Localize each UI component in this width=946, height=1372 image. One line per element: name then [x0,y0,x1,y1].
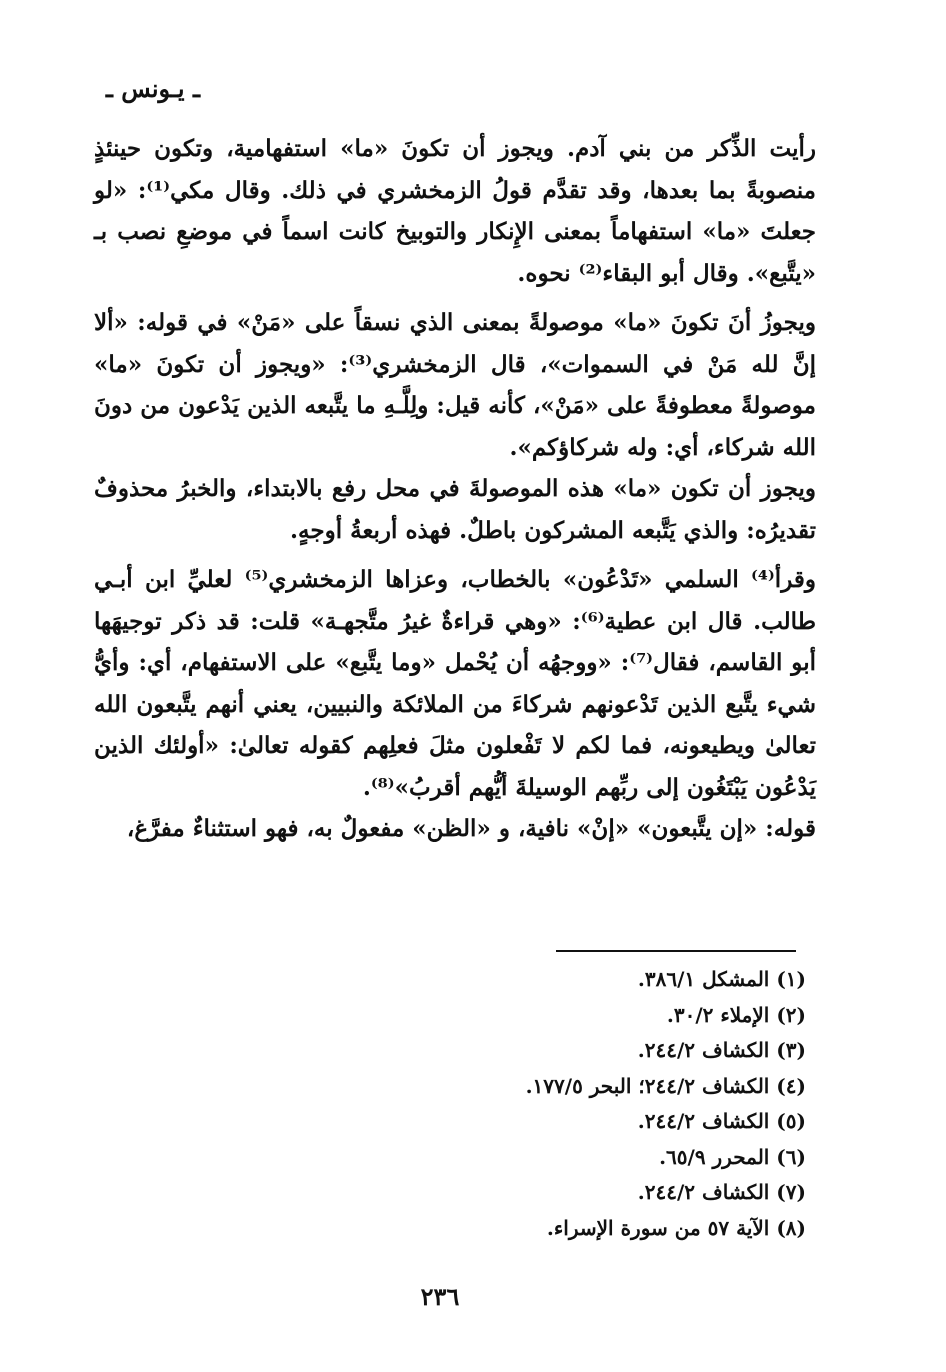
footnote: (٥) الكشاف ٢٤٤/٢. [637,1109,806,1133]
main-text [94,128,816,850]
footnote: (١) المشكل ٣٨٦/١. [637,967,806,991]
paragraph: وقرأ⁽⁴⁾ السلمي «تَدْعُون» بالخطاب، وعزاها الزمخشري⁽⁵⁾ لعليِّ ابن أبـي طالب. قال ابن عطية⁽⁶⁾: «وهي قراءةٌ غيرُ متَّجهـة» قلت: قد ذكر توجيهَها أبو القاسم، فقال⁽⁷⁾: «ووجهُه أن يُحْمل «وما يتَّبع» على الاستفهام، أي: وأيُّ شيء يتَّبع الذين تَدْعونهم شركاءَ من الملائكة والنبيين، يعني أنهم يتَّبعون الله تعالىٰ ويطيعونه، فما لكم لا تَفْعلون مثلَ فعلِهم كقوله تعالىٰ: «أولئك الذين يَدْعُون يَبْتَغُون إلى ربِّهم الوسيلةَ أيُّهم أقربُ»⁽⁸⁾. [94,566,816,801]
footnote: (٤) الكشاف ٢٤٤/٢؛ البحر ١٧٧/٥. [525,1073,806,1098]
footnote-separator [556,950,796,952]
paragraph: قوله: «إن يتَّبعون» «إنْ» نافية، و «الظن» مفعولٌ به، فهو استثناءٌ مفرَّغ، [126,815,816,842]
footnote: (٢) الإملاء ٣٠/٢. [666,1002,806,1027]
footnote: (٧) الكشاف ٢٤٤/٢. [637,1180,806,1204]
paragraph: ويجوزُ أنَ تكونَ «ما» موصولةً بمعنى الذي نسقاً على «مَنْ» في قوله: «ألا إنَّ لله مَنْ في السموات»، قال الزمخشري⁽³⁾: «ويجوز أن تكونَ «ما» موصولةً معطوفةً على «مَنْ»، كأنه قيل: ولِلَّـهِ ما يتَّبعه الذين يَدْعون من دونَ الله شركاء، أي: وله شركاؤكم». [94,309,816,461]
running-header: ـ يـونس ـ [105,74,200,103]
paragraph: ويجوز أن تكون «ما» هذه الموصولةَ في محل رفع بالابتداء، والخبرُ محذوفٌ تقديرُه: والذي يَتَّبعه المشركون باطلٌ. فهذه أربعةُ أوجهٍ. [94,475,816,544]
paragraph: رأيت الذِّكر من بني آدم. ويجوز أن تكونَ «ما» استفهامية، وتكون حينئذٍ منصوبةً بما بعدها، وقد تقدَّم قولُ الزمخشري في ذلك. وقال مكي⁽¹⁾: «لو جعلتَ «ما» استفهاماً بمعنى الإِنكار والتوبيخ كانت اسماً في موضعِ نصب بـ «يتَّبع». وقال أبو البقاء⁽²⁾ نحوه. [94,135,816,287]
footnote: (٣) الكشاف ٢٤٤/٢. [637,1038,806,1062]
page-number: ٢٣٦ [420,1282,460,1311]
footnote: (٦) المحرر ٦٥/٩. [659,1144,806,1169]
footnote: (٨) الآية ٥٧ من سورة الإسراء. [546,1215,806,1240]
footnotes [380,962,806,1246]
